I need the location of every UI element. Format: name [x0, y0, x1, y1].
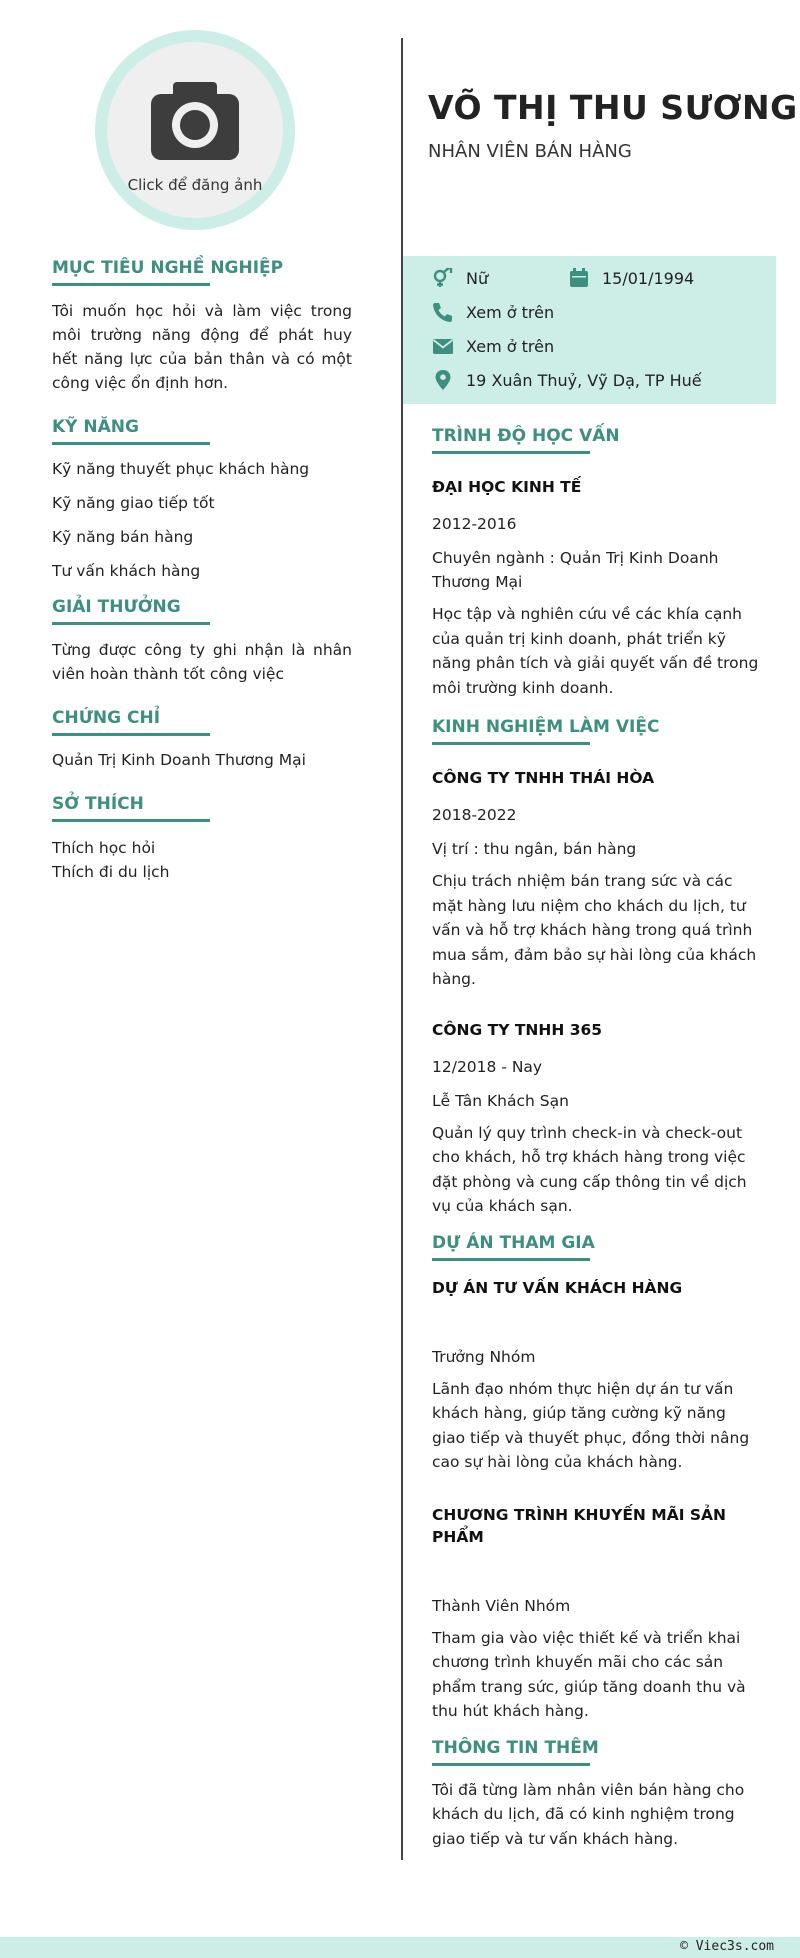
education-period: 2012-2016	[432, 515, 517, 533]
hobby-item: Thích đi du lịch	[52, 863, 170, 881]
skill-item: Tư vấn khách hàng	[52, 562, 201, 580]
address-value: 19 Xuân Thuỷ, Vỹ Dạ, TP Huế	[466, 370, 702, 390]
avatar-caption[interactable]: Click để đăng ảnh	[127, 176, 263, 194]
birthdate-row	[568, 268, 694, 288]
section-underline	[432, 1763, 590, 1766]
experience-item	[432, 1019, 762, 1219]
education-title: TRÌNH ĐỘ HỌC VẤN	[432, 426, 620, 446]
job-role: Vị trí : thu ngân, bán hàng	[432, 840, 637, 858]
section-underline	[52, 819, 210, 822]
hobbies-title: SỞ THÍCH	[52, 794, 144, 814]
education-description: Học tập và nghiên cứu về các khía cạnh của quản trị kinh doanh, phát triển kỹ năng phân tích và giải quyết vấn đề trong môi trường kinh doanh.	[432, 605, 759, 697]
awards-section	[52, 595, 352, 686]
section-underline	[432, 1258, 590, 1261]
candidate-name: VÕ THỊ THU SƯƠNG	[428, 88, 798, 127]
project-description: Lãnh đạo nhóm thực hiện dự án tư vấn khách hàng, giúp tăng cường kỹ năng giao tiếp và thuyết phục, đồng thời nâng cao sự hài lòng của khách hàng.	[432, 1379, 750, 1471]
skill-item: Kỹ năng giao tiếp tốt	[52, 494, 215, 512]
personal-info-box	[403, 256, 776, 404]
section-underline	[52, 283, 210, 286]
address-row	[432, 370, 702, 390]
calendar-icon	[568, 268, 590, 288]
job-role: Lễ Tân Khách Sạn	[432, 1091, 569, 1110]
project-name: CHƯƠNG TRÌNH KHUYẾN MÃI SẢN PHẨM	[432, 1505, 727, 1546]
email-row	[432, 336, 554, 356]
projects-section	[432, 1231, 762, 1724]
section-underline	[52, 622, 210, 625]
experience-title: KINH NGHIỆM LÀM VIỆC	[432, 717, 660, 737]
avatar-placeholder[interactable]	[107, 42, 283, 218]
skills-list	[52, 459, 352, 581]
education-major: Chuyên ngành : Quản Trị Kinh Doanh Thương Mại	[432, 549, 719, 591]
company-name: CÔNG TY TNHH THÁI HÒA	[432, 769, 655, 787]
awards-title: GIẢI THƯỞNG	[52, 597, 181, 617]
school-name: ĐẠI HỌC KINH TẾ	[432, 478, 582, 496]
extra-info-section	[432, 1736, 762, 1852]
objective-section	[52, 256, 352, 395]
extra-info-title: THÔNG TIN THÊM	[432, 1737, 599, 1758]
candidate-title: NHÂN VIÊN BÁN HÀNG	[428, 141, 632, 162]
skill-item: Kỹ năng bán hàng	[52, 528, 194, 546]
section-underline	[52, 442, 210, 445]
left-column	[52, 256, 352, 884]
phone-row	[432, 302, 554, 322]
skills-title: KỸ NĂNG	[52, 417, 139, 437]
section-underline	[52, 733, 210, 736]
footer-bar	[0, 1937, 800, 1958]
awards-text: Từng được công ty ghi nhận là nhân viên hoàn thành tốt công việc	[52, 641, 352, 683]
experience-item	[432, 767, 762, 992]
footer-credit[interactable]: © Viec3s.com	[680, 1939, 774, 1954]
gender-value: Nữ	[466, 268, 489, 288]
experience-section	[432, 715, 762, 1219]
email-value: Xem ở trên	[466, 336, 555, 356]
project-role: Thành Viên Nhóm	[432, 1596, 571, 1615]
birthdate-value: 15/01/1994	[602, 268, 695, 288]
gender-icon	[432, 268, 454, 288]
objective-title: MỤC TIÊU NGHỀ NGHIỆP	[52, 258, 284, 278]
section-underline	[432, 742, 590, 745]
project-role: Trưởng Nhóm	[432, 1347, 536, 1366]
hobbies-section	[52, 792, 352, 884]
phone-icon	[432, 302, 454, 322]
hobbies-list	[52, 836, 352, 884]
right-column	[432, 424, 762, 1851]
job-description: Chịu trách nhiệm bán trang sức và các mặt hàng lưu niệm cho khách du lịch, tư vấn và hỗ trợ khách hàng trong quá trình mua sắm, đảm bảo sự hài lòng của khách hàng.	[432, 872, 757, 988]
map-pin-icon	[432, 370, 454, 390]
phone-value: Xem ở trên	[466, 302, 555, 322]
company-name: CÔNG TY TNHH 365	[432, 1020, 603, 1039]
project-item	[432, 1277, 762, 1475]
skill-item: Kỹ năng thuyết phục khách hàng	[52, 460, 310, 478]
certificate-item: Quản Trị Kinh Doanh Thương Mại	[52, 751, 306, 769]
gender-row	[432, 268, 488, 288]
camera-icon	[151, 76, 239, 164]
skills-section	[52, 415, 352, 581]
project-name: DỰ ÁN TƯ VẤN KHÁCH HÀNG	[432, 1278, 683, 1297]
projects-title: DỰ ÁN THAM GIA	[432, 1232, 595, 1253]
avatar-upload[interactable]	[95, 30, 295, 230]
job-period: 12/2018 - Nay	[432, 1057, 543, 1076]
certificates-title: CHỨNG CHỈ	[52, 708, 161, 728]
certificates-section	[52, 706, 352, 770]
job-period: 2018-2022	[432, 806, 517, 824]
education-section	[432, 424, 762, 700]
extra-info-text: Tôi đã từng làm nhân viên bán hàng cho khách du lịch, đã có kinh nghiệm trong giao tiếp và tư vấn khách hàng.	[432, 1780, 745, 1848]
job-description: Quản lý quy trình check-in và check-out cho khách, hỗ trợ khách hàng trong việc đặt phòng và cung cấp thông tin về dịch vụ của khách sạn.	[432, 1123, 747, 1215]
objective-text: Tôi muốn học hỏi và làm việc trong môi trường năng động để phát huy hết năng lực của bản thân và có một công việc ổn định hơn.	[52, 302, 352, 392]
project-item	[432, 1504, 762, 1724]
envelope-icon	[432, 336, 454, 356]
project-description: Tham gia vào việc thiết kế và triển khai chương trình khuyến mãi cho các sản phẩm trang sức, giúp tăng doanh thu và thu hút khách hàng.	[432, 1628, 746, 1720]
hobby-item: Thích học hỏi	[52, 839, 156, 857]
section-underline	[432, 451, 590, 454]
